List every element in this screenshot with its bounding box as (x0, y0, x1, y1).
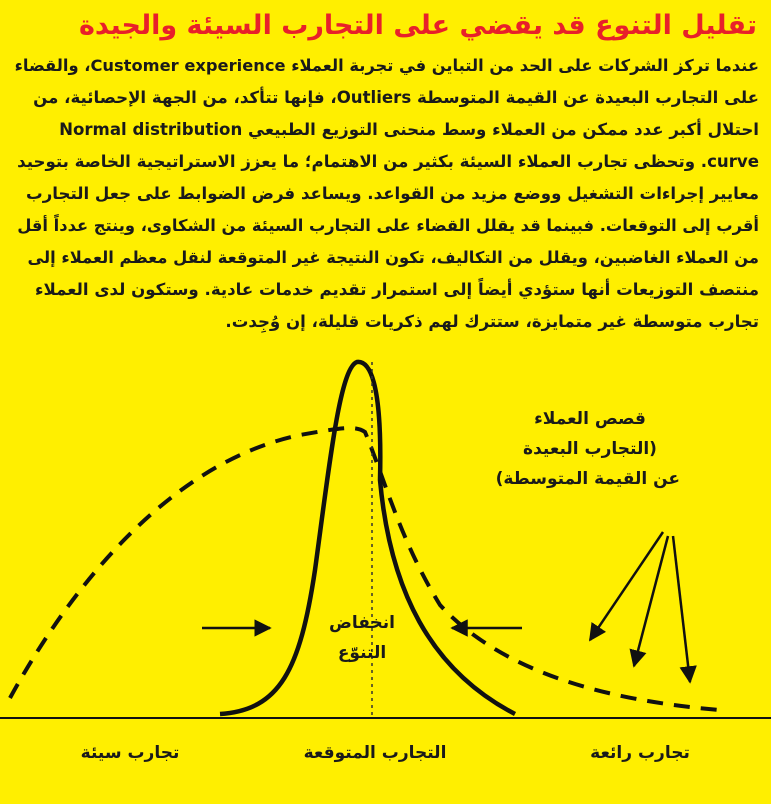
axis-label-bad: تجارب سيئة (80, 743, 180, 763)
stories-arrow-2 (634, 536, 668, 666)
paragraph-line: تجارب متوسطة غير متمايزة، ستترك لهم ذكريات قليلة، إن وُجِدت. (225, 312, 759, 331)
paragraph-line: curve. وتحظى تجارب العملاء السيئة بكثير من الاهتمام؛ ما يعزز الاستراتيجية الخاصة بتوحيد (17, 152, 759, 171)
stories-arrow-1 (590, 532, 663, 640)
stories-arrow-3 (673, 536, 690, 682)
paragraph-line: احتلال أكبر عدد ممكن من العملاء وسط منحنى التوزيع الطبيعي Normal distribution (59, 120, 759, 139)
paragraph-line: على التجارب البعيدة عن القيمة المتوسطة Outliers، فإنها تتأكد، من الجهة الإحصائية، من (33, 88, 759, 107)
customer-stories-line: قصص العملاء (534, 409, 646, 429)
customer-stories-line: عن القيمة المتوسطة) (495, 469, 680, 489)
paragraph-line: معايير إجراءات التشغيل ووضع مزيد من القواعد. ويساعد فرض الضوابط على جعل التجارب (26, 184, 759, 203)
paragraph-line: من العملاء الغاضبين، ويقلل من التكاليف، تكون النتيجة غير المتوقعة لنقل معظم العملاء إلى (27, 248, 759, 267)
page-title: تقليل التنوع قد يقضي على التجارب السيئة والجيدة (78, 10, 757, 41)
axis-label-expected: التجارب المتوقعة (303, 743, 447, 763)
axis-label-great: تجارب رائعة (590, 743, 690, 763)
article-paragraph (14, 50, 759, 338)
paragraph-line: عندما تركز الشركات على الحد من التباين في تجربة العملاء Customer experience، والقضاء (14, 56, 759, 75)
customer-stories-line: (التجارب البعيدة (523, 439, 657, 459)
reduced-variance-line: التنوّع (337, 643, 387, 663)
paragraph-line: أقرب إلى التوقعات. فبينما قد يقلل القضاء على التجارب السيئة من الشكاوى، وينتج عدداً أقل (17, 216, 759, 235)
paragraph-line: منتصف التوزيعات أنها ستؤدي أيضاً إلى استمرار تقديم خدمات عادية. وستكون لدى العملاء (35, 280, 759, 299)
reduced-variance-label (312, 608, 412, 668)
reduced-variance-line: انخفاض (329, 613, 395, 633)
customer-stories-label (495, 404, 680, 494)
